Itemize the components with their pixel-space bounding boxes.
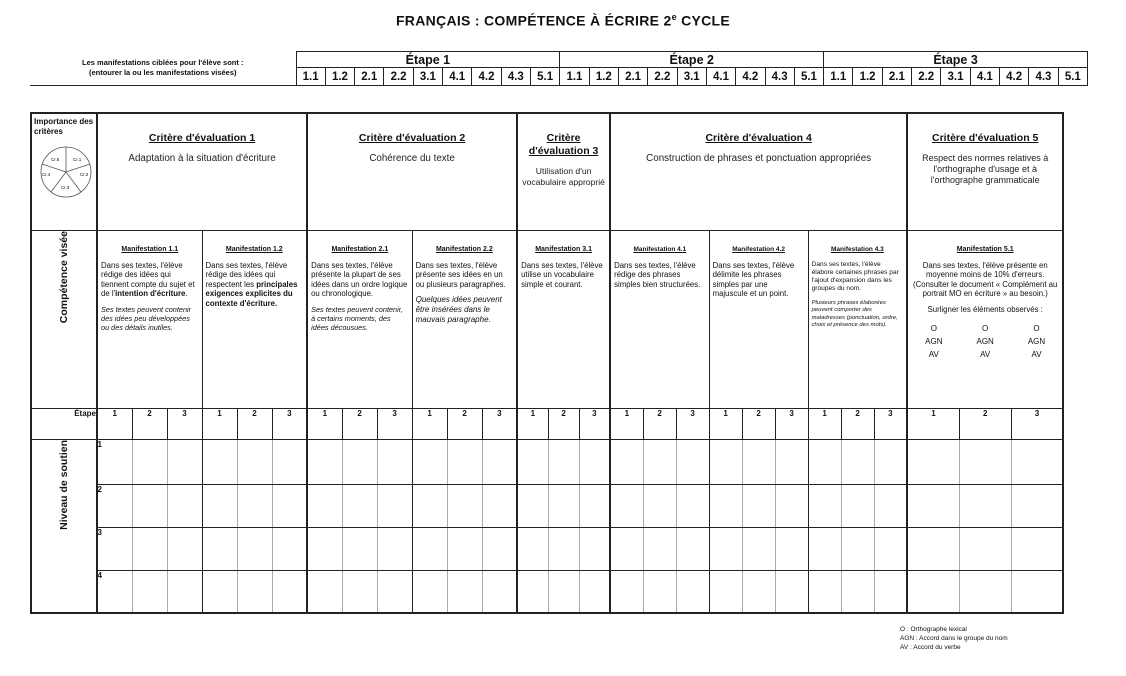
manifestation-code-checkbox[interactable]: 4.2: [736, 68, 765, 86]
support-level-cell[interactable]: [775, 484, 808, 527]
support-level-cell[interactable]: [907, 439, 959, 484]
manifestations-target-table: [30, 51, 1088, 86]
manifestation-code-checkbox[interactable]: 1.2: [589, 68, 618, 86]
support-level-cell[interactable]: [97, 527, 132, 570]
manifestation-5-1: Manifestation 5.1 Dans ses textes, l'élève présente en moyenne moins de 10% d'erreurs. (Consulter le document « Complément au portrait MO en écriture » au besoin.) Surligner les éléments observés : O AGN AV O AGN AV O AGN AV: [907, 230, 1063, 408]
support-level-cell[interactable]: [1011, 527, 1063, 570]
manifestation-code-checkbox[interactable]: 4.3: [765, 68, 794, 86]
support-level-cell[interactable]: [841, 484, 874, 527]
support-level-cell[interactable]: [610, 570, 643, 613]
support-level-cell[interactable]: [447, 439, 482, 484]
support-level-cell[interactable]: [808, 439, 841, 484]
support-level-cell[interactable]: [447, 570, 482, 613]
support-level-cell[interactable]: [237, 484, 272, 527]
manifestation-code-checkbox[interactable]: 1.1: [824, 68, 853, 86]
step-number: 2: [342, 408, 377, 439]
support-level-cell[interactable]: [643, 527, 676, 570]
support-level-cell[interactable]: [97, 570, 132, 613]
step-number: 1: [517, 408, 548, 439]
slice-label: Cr.3: [61, 185, 70, 190]
support-level-cell[interactable]: [709, 527, 742, 570]
slice-label: Cr.4: [42, 172, 51, 177]
niveau-label: Niveau de soutien: [58, 439, 71, 530]
niveau-label-cell: [31, 439, 97, 613]
support-level-cell[interactable]: [775, 439, 808, 484]
support-level-cell[interactable]: [742, 484, 775, 527]
support-level-cell[interactable]: [808, 527, 841, 570]
manifestation-code-checkbox[interactable]: 4.3: [501, 68, 530, 86]
support-level-cell[interactable]: [412, 570, 447, 613]
support-level-cell[interactable]: [959, 484, 1011, 527]
step-number: 3: [272, 408, 307, 439]
support-level-cell[interactable]: [447, 527, 482, 570]
criterion-3: Critère d'évaluation 3 Utilisation d'un vocabulaire approprié: [517, 113, 610, 230]
manifestation-code-checkbox[interactable]: 3.1: [941, 68, 970, 86]
step-number: 2: [841, 408, 874, 439]
manifestation-code-checkbox[interactable]: 2.2: [648, 68, 677, 86]
support-level-cell[interactable]: [377, 570, 412, 613]
step-number: 3: [167, 408, 202, 439]
step-number: 1: [709, 408, 742, 439]
importance-pie-icon: [36, 142, 96, 202]
manifestation-1-1: Manifestation 1.1 Dans ses textes, l'élève rédige des idées qui tiennent compte du sujet et de l'intention d'écriture. Ses textes peuvent contenir des idées peu développées ou des détails inutiles.: [97, 230, 202, 408]
manifestation-code-checkbox[interactable]: 4.1: [970, 68, 999, 86]
support-level-cell[interactable]: [548, 570, 579, 613]
support-level-cell[interactable]: [709, 484, 742, 527]
support-level-cell[interactable]: [377, 527, 412, 570]
support-level-cell[interactable]: [579, 570, 610, 613]
support-level-cell[interactable]: [517, 570, 548, 613]
step-number: 1: [412, 408, 447, 439]
support-level-cell[interactable]: [775, 570, 808, 613]
support-level-cell[interactable]: [579, 527, 610, 570]
support-level-cell[interactable]: [412, 484, 447, 527]
support-level-cell[interactable]: [377, 439, 412, 484]
importance-cell: Importance des critères Cr.5 Cr.1 Cr.4 Cr.2 Cr.3: [31, 113, 97, 230]
support-level-cell[interactable]: [132, 439, 167, 484]
step-number: 3: [676, 408, 709, 439]
step-number: 3: [1011, 408, 1063, 439]
support-level-cell[interactable]: [610, 484, 643, 527]
support-level-cell[interactable]: [272, 484, 307, 527]
marks-col-1: O AGN AV: [925, 324, 943, 359]
manifestation-code-checkbox[interactable]: 3.1: [677, 68, 706, 86]
support-level-cell[interactable]: [742, 527, 775, 570]
step-number: 3: [579, 408, 610, 439]
support-level-cell[interactable]: [874, 570, 907, 613]
support-level-cell[interactable]: [412, 527, 447, 570]
support-level-cell[interactable]: [579, 484, 610, 527]
support-level-cell[interactable]: [610, 527, 643, 570]
manifestation-code-checkbox[interactable]: 1.1: [296, 68, 325, 86]
criterion-5: Critère d'évaluation 5 Respect des normes relatives à l'orthographe d'usage et à l'orthographe grammaticale: [907, 113, 1063, 230]
support-level-cell[interactable]: [272, 527, 307, 570]
support-level-cell[interactable]: [97, 484, 132, 527]
support-level-cell[interactable]: [342, 527, 377, 570]
manifestation-code-checkbox[interactable]: 5.1: [794, 68, 823, 86]
etape-label: Étape: [31, 408, 97, 439]
support-level-cell[interactable]: [202, 570, 237, 613]
slice-label: Cr.2: [80, 172, 89, 177]
manifestation-code-checkbox[interactable]: 4.1: [706, 68, 735, 86]
support-level-cell[interactable]: [742, 439, 775, 484]
step-number: 1: [202, 408, 237, 439]
step-number: 2: [643, 408, 676, 439]
support-level-cell[interactable]: [959, 570, 1011, 613]
support-level-cell[interactable]: [548, 439, 579, 484]
manifestation-code-checkbox[interactable]: 4.2: [472, 68, 501, 86]
step-number: 2: [447, 408, 482, 439]
manifestation-code-checkbox[interactable]: 5.1: [1058, 68, 1087, 86]
support-level-cell[interactable]: [482, 527, 517, 570]
manifestation-4-1: Manifestation 4.1 Dans ses textes, l'élève rédige des phrases simples bien structurées.: [610, 230, 709, 408]
support-level-cell[interactable]: [517, 484, 548, 527]
manifestation-code-checkbox[interactable]: 1.1: [560, 68, 589, 86]
support-level-cell[interactable]: [579, 439, 610, 484]
support-level-cell[interactable]: [1011, 570, 1063, 613]
step-number: 2: [132, 408, 167, 439]
support-level-cell[interactable]: [841, 570, 874, 613]
manifestation-code-checkbox[interactable]: 4.3: [1029, 68, 1058, 86]
support-level-cell[interactable]: [676, 439, 709, 484]
support-level-cell[interactable]: [775, 527, 808, 570]
page-title: FRANÇAIS : COMPÉTENCE À ÉCRIRE 2e CYCLE: [395, 12, 731, 29]
support-level-cell[interactable]: [643, 570, 676, 613]
support-level-cell[interactable]: [237, 527, 272, 570]
step-number: 3: [377, 408, 412, 439]
manifestation-code-checkbox[interactable]: 1.2: [853, 68, 882, 86]
support-level-cell[interactable]: [307, 570, 342, 613]
support-level-cell[interactable]: [307, 527, 342, 570]
step-number: 2: [959, 408, 1011, 439]
step-number: 2: [742, 408, 775, 439]
support-level-cell[interactable]: [676, 570, 709, 613]
evaluation-grid: [30, 112, 1064, 614]
support-level-cell[interactable]: [272, 439, 307, 484]
manifestation-code-checkbox[interactable]: 4.2: [1000, 68, 1029, 86]
manifestation-1-2: Manifestation 1.2 Dans ses textes, l'élève rédige des idées qui respectent les principales exigences explicites du contexte d'écriture.: [202, 230, 307, 408]
support-level-cell[interactable]: [548, 484, 579, 527]
step-number: 2: [548, 408, 579, 439]
support-level-cell[interactable]: [307, 439, 342, 484]
manifestation-2-2: Manifestation 2.2 Dans ses textes, l'élève présente ses idées en un ou plusieurs paragraphes. Quelques idées peuvent être insérées dans le mauvais paragraphe.: [412, 230, 517, 408]
support-level-cell[interactable]: [517, 439, 548, 484]
manifestation-code-checkbox[interactable]: 2.1: [882, 68, 911, 86]
step-number: 1: [610, 408, 643, 439]
support-level-cell[interactable]: [1011, 439, 1063, 484]
support-level-cell[interactable]: [412, 439, 447, 484]
support-level-cell[interactable]: [742, 570, 775, 613]
manifestation-code-checkbox[interactable]: 3.1: [413, 68, 442, 86]
support-level-cell[interactable]: [132, 484, 167, 527]
manifestation-2-1: Manifestation 2.1 Dans ses textes, l'élève présente la plupart de ses idées dans un ordre logique ou chronologique. Ses textes peuvent contenir, à certains moments, des idées décousues.: [307, 230, 412, 408]
step-number: 1: [907, 408, 959, 439]
support-level-cell[interactable]: [874, 527, 907, 570]
target-instructions: Les manifestations ciblées pour l'élève sont : (entourer la ou les manifestations visées): [30, 52, 296, 86]
manifestation-code-checkbox[interactable]: 2.2: [912, 68, 941, 86]
support-level-cell[interactable]: [959, 527, 1011, 570]
support-level-cell[interactable]: [447, 484, 482, 527]
criterion-1: Critère d'évaluation 1 Adaptation à la situation d'écriture: [97, 113, 307, 230]
support-level-cell[interactable]: [167, 527, 202, 570]
support-level-cell[interactable]: [167, 484, 202, 527]
criterion-4: Critère d'évaluation 4 Construction de phrases et ponctuation appropriées: [610, 113, 907, 230]
support-level-cell[interactable]: [167, 570, 202, 613]
support-level-cell[interactable]: [874, 484, 907, 527]
manifestation-code-checkbox[interactable]: 2.1: [618, 68, 647, 86]
marks-col-2: O AGN AV: [976, 324, 994, 359]
support-level-cell[interactable]: [482, 439, 517, 484]
support-level-cell[interactable]: [643, 484, 676, 527]
support-level-cell[interactable]: [709, 570, 742, 613]
support-level-cell[interactable]: [167, 439, 202, 484]
competence-label-cell: [31, 230, 97, 408]
support-level-cell[interactable]: [676, 484, 709, 527]
support-level-cell[interactable]: [377, 484, 412, 527]
step-number: 3: [482, 408, 517, 439]
support-level-cell[interactable]: [272, 570, 307, 613]
support-level-cell[interactable]: [132, 570, 167, 613]
step-1-header: Étape 1: [296, 52, 560, 68]
manifestation-code-checkbox[interactable]: 2.1: [355, 68, 384, 86]
support-level-cell[interactable]: [342, 570, 377, 613]
step-number: 3: [874, 408, 907, 439]
support-level-cell[interactable]: [132, 527, 167, 570]
support-level-cell[interactable]: [202, 484, 237, 527]
manifestation-4-2: Manifestation 4.2 Dans ses textes, l'élève délimite les phrases simples par une majuscule et un point.: [709, 230, 808, 408]
step-number: 1: [307, 408, 342, 439]
marks-col-3: O AGN AV: [1027, 324, 1046, 359]
support-level-cell[interactable]: [907, 484, 959, 527]
manifestation-code-checkbox[interactable]: 4.1: [443, 68, 472, 86]
support-level-cell[interactable]: [548, 527, 579, 570]
support-level-cell[interactable]: [97, 439, 132, 484]
support-level-cell[interactable]: [482, 484, 517, 527]
support-level-cell[interactable]: [202, 439, 237, 484]
manifestation-code-checkbox[interactable]: 5.1: [531, 68, 560, 86]
step-number: 1: [97, 408, 132, 439]
support-level-cell[interactable]: [874, 439, 907, 484]
manifestation-4-3: Manifestation 4.3 Dans ses textes, l'élève élabore certaines phrases par l'ajout d'expansion dans les groupes du nom. Plusieurs phrases élaborées peuvent comporter des maladresses (ponctuation, ordre, choix et présence des mots).: [808, 230, 907, 408]
support-level-cell[interactable]: [307, 484, 342, 527]
support-level-cell[interactable]: [841, 439, 874, 484]
support-level-cell[interactable]: [907, 527, 959, 570]
support-level-cell[interactable]: [808, 570, 841, 613]
support-level-cell[interactable]: [342, 439, 377, 484]
step-3-header: Étape 3: [824, 52, 1088, 68]
support-level-cell[interactable]: [709, 439, 742, 484]
support-level-cell[interactable]: [907, 570, 959, 613]
manifestation-3-1: Manifestation 3.1 Dans ses textes, l'élève utilise un vocabulaire simple et courant.: [517, 230, 610, 408]
slice-label: Cr.1: [73, 157, 82, 162]
step-number: 2: [237, 408, 272, 439]
support-level-cell[interactable]: [808, 484, 841, 527]
support-level-cell[interactable]: [237, 439, 272, 484]
step-2-header: Étape 2: [560, 52, 824, 68]
manifestation-code-checkbox[interactable]: 2.2: [384, 68, 413, 86]
support-level-cell[interactable]: [237, 570, 272, 613]
support-level-cell[interactable]: [1011, 484, 1063, 527]
support-level-cell[interactable]: [610, 439, 643, 484]
legend: O : Orthographe lexical AGN : Accord dans le groupe du nom AV : Accord du verbe: [900, 626, 1008, 651]
criterion-2: Critère d'évaluation 2 Cohérence du texte: [307, 113, 517, 230]
step-number: 3: [775, 408, 808, 439]
support-level-cell[interactable]: [841, 527, 874, 570]
support-level-cell[interactable]: [517, 527, 548, 570]
step-number: 1: [808, 408, 841, 439]
support-level-cell[interactable]: [959, 439, 1011, 484]
support-level-cell[interactable]: [482, 570, 517, 613]
support-level-cell[interactable]: [342, 484, 377, 527]
competence-label: Compétence visée: [58, 230, 70, 323]
slice-label: Cr.5: [51, 157, 60, 162]
support-level-cell[interactable]: [643, 439, 676, 484]
manifestation-code-checkbox[interactable]: 1.2: [325, 68, 354, 86]
support-level-cell[interactable]: [202, 527, 237, 570]
support-level-cell[interactable]: [676, 527, 709, 570]
